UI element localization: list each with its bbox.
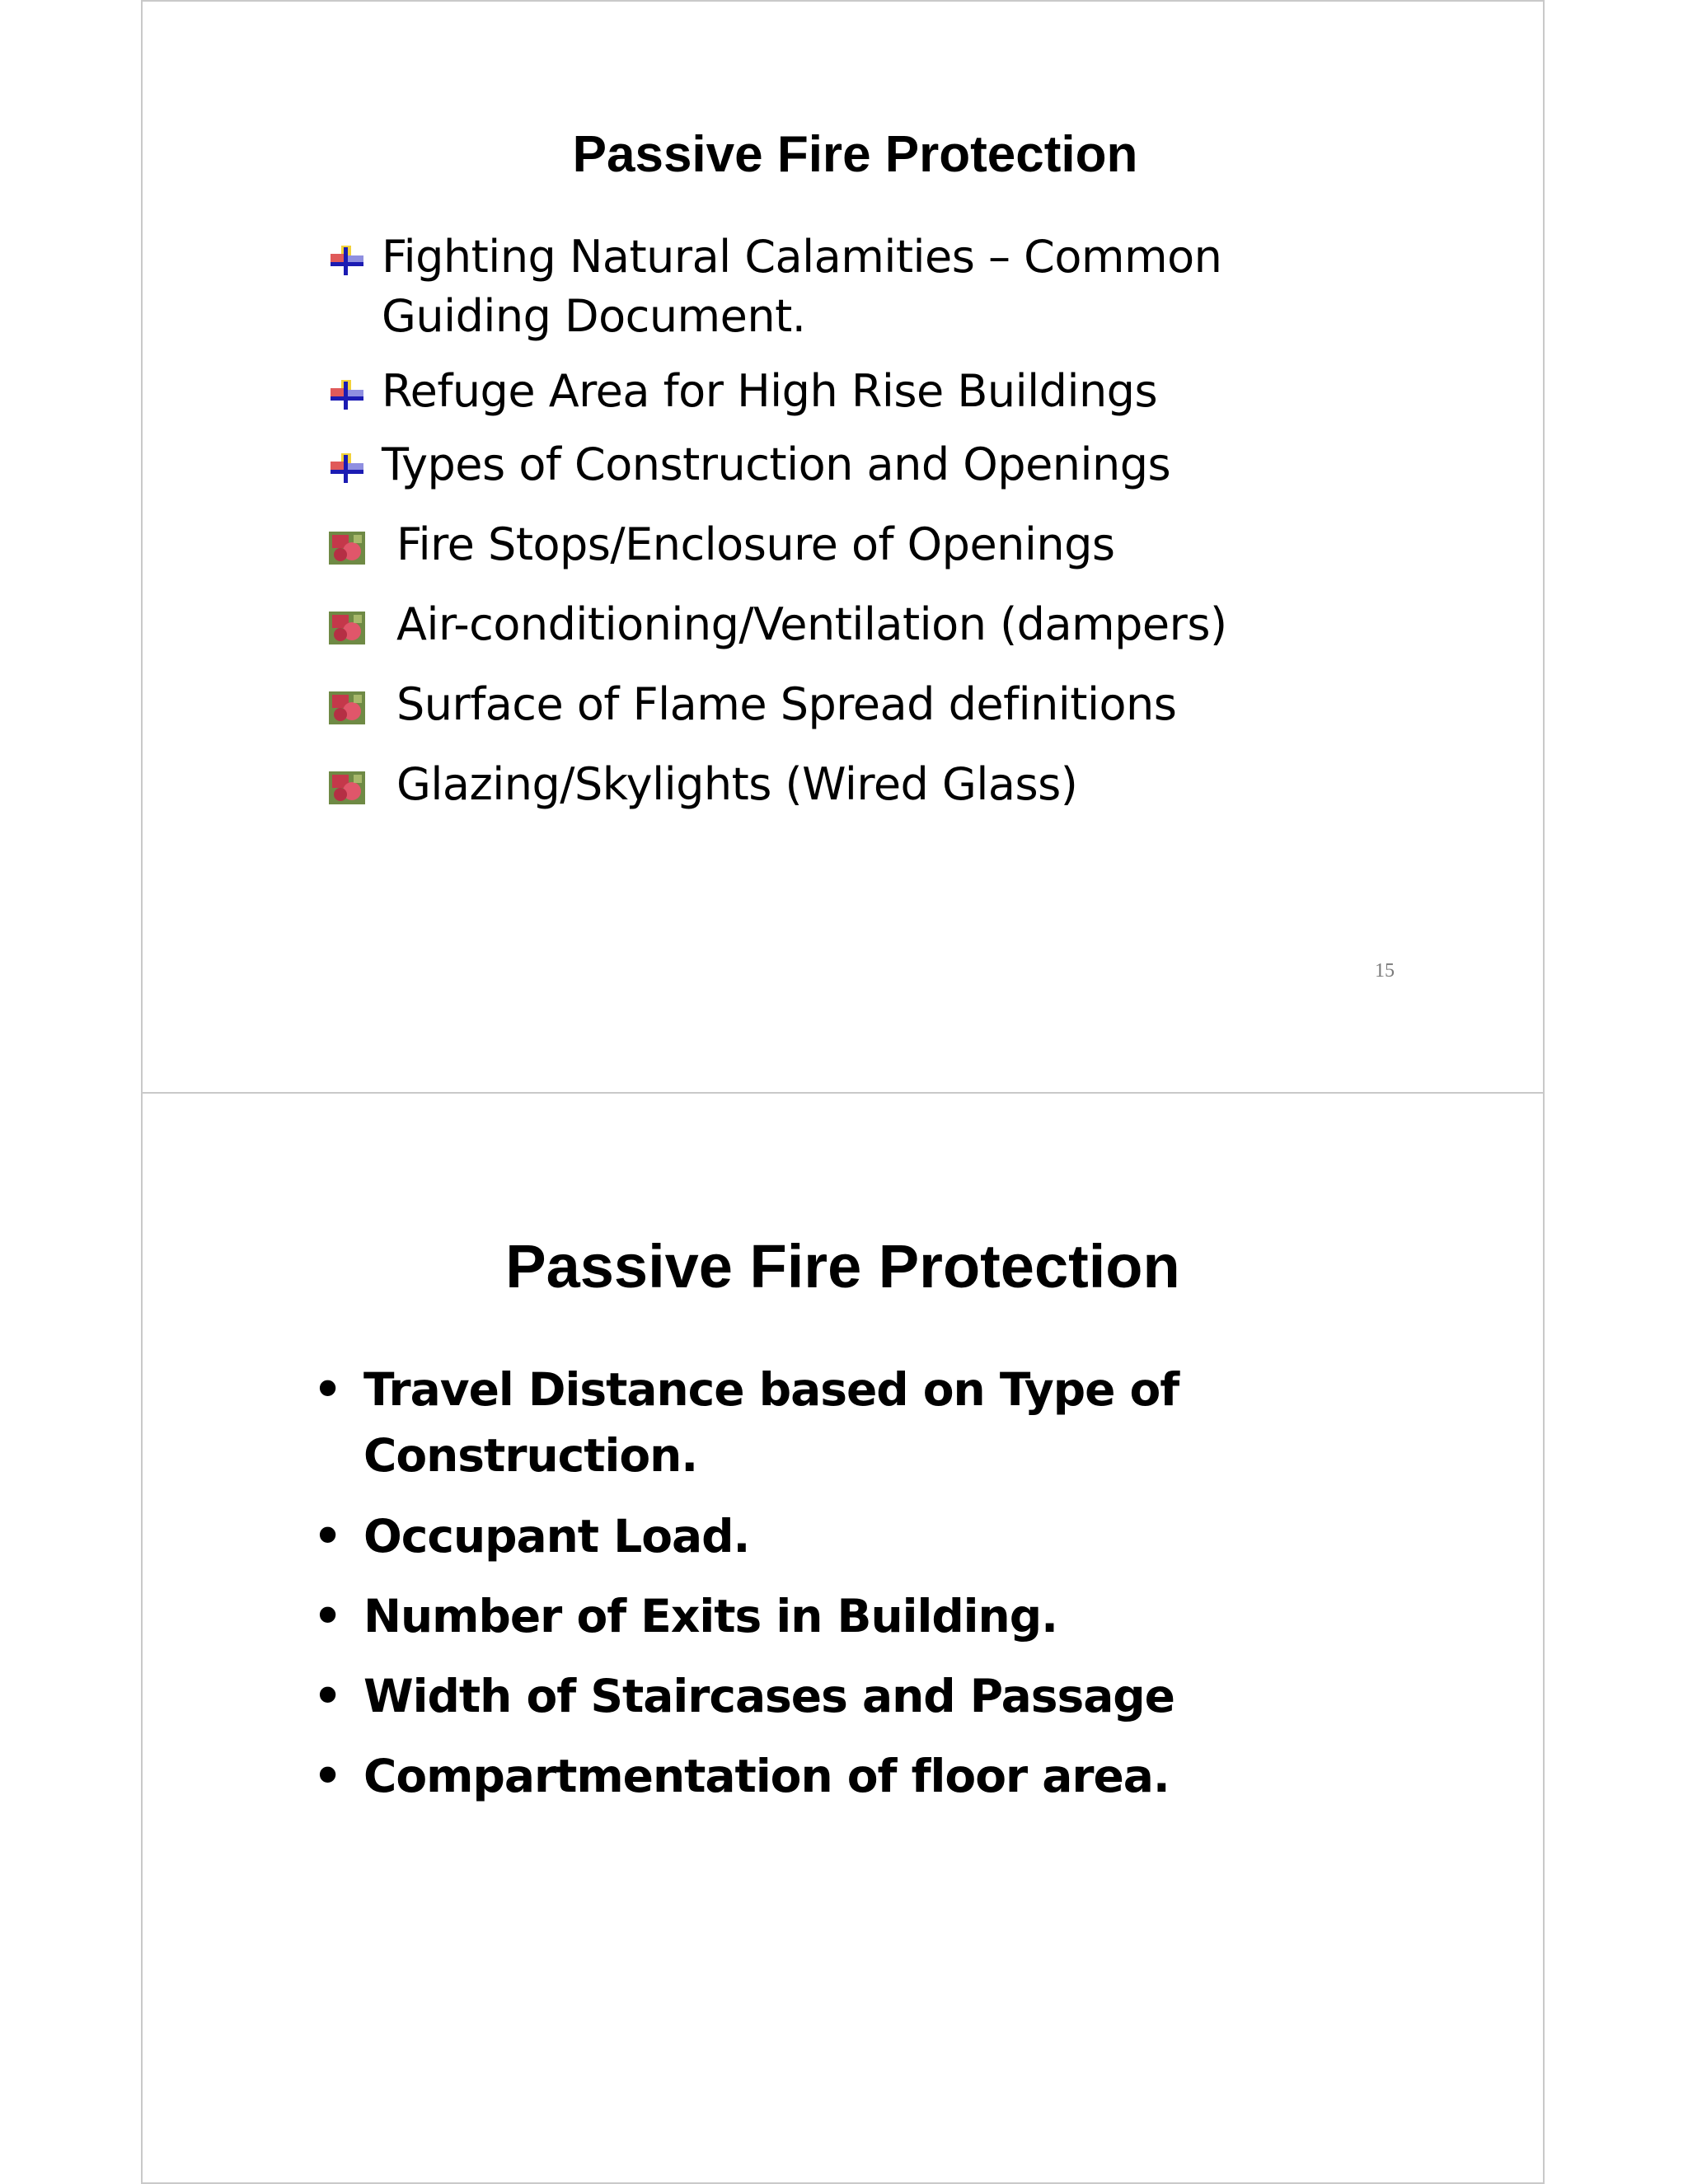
bullet-text: Number of Exits in Building. bbox=[363, 1590, 1057, 1643]
bullet-text: Compartmentation of floor area. bbox=[363, 1750, 1170, 1802]
bullet-text: Refuge Area for High Rise Buildings bbox=[382, 365, 1158, 417]
bullet-item bbox=[313, 1503, 1353, 1569]
bullet-dot: • bbox=[313, 1750, 342, 1802]
rose-bullet-icon bbox=[329, 771, 365, 804]
bullet-text: Air-conditioning/Ventilation (dampers) bbox=[396, 598, 1227, 650]
bullet-dot: • bbox=[313, 1670, 342, 1722]
rose-bullet-icon bbox=[329, 532, 365, 565]
bullet-text: Width of Staircases and Passage bbox=[363, 1670, 1175, 1722]
bullet-item bbox=[382, 435, 1170, 494]
bullet-item bbox=[313, 1357, 1353, 1488]
bullet-item bbox=[382, 227, 1221, 346]
rose-bullet-icon bbox=[329, 612, 365, 644]
plus-bullet-icon bbox=[329, 378, 365, 411]
bullet-list bbox=[143, 2, 1543, 1092]
bullet-text: Travel Distance based on Type of bbox=[363, 1363, 1179, 1416]
bullet-item bbox=[382, 515, 1115, 574]
bullet-item bbox=[313, 1583, 1353, 1649]
bullet-item bbox=[382, 755, 1077, 814]
slide-16 bbox=[141, 1092, 1545, 2184]
slide-15 bbox=[141, 0, 1545, 1094]
bullet-text: Occupant Load. bbox=[363, 1510, 750, 1563]
bullet-item bbox=[313, 1743, 1353, 1809]
bullet-text: Types of Construction and Openings bbox=[382, 438, 1171, 490]
bullet-text: Fire Stops/Enclosure of Openings bbox=[396, 518, 1115, 570]
bullet-item bbox=[382, 362, 1157, 421]
bullet-dot: • bbox=[313, 1510, 342, 1563]
bullet-text-continuation: Construction. bbox=[363, 1429, 698, 1482]
plus-bullet-icon bbox=[329, 452, 365, 485]
bullet-text: Fighting Natural Calamities – Common bbox=[382, 231, 1222, 283]
page-number: 15 bbox=[1375, 960, 1395, 982]
slide-title: Passive Fire Protection bbox=[505, 1232, 1180, 1301]
plus-bullet-icon bbox=[329, 244, 365, 277]
rose-bullet-icon bbox=[329, 691, 365, 724]
bullet-text: Surface of Flame Spread definitions bbox=[396, 678, 1177, 730]
bullet-text: Glazing/Skylights (Wired Glass) bbox=[396, 758, 1078, 810]
bullet-item bbox=[313, 1663, 1353, 1729]
bullet-text-continuation: Guiding Document. bbox=[382, 290, 806, 342]
bullet-dot: • bbox=[313, 1590, 342, 1643]
slide-title: Passive Fire Protection bbox=[572, 126, 1138, 183]
bullet-item bbox=[382, 675, 1176, 734]
bullet-item bbox=[382, 595, 1227, 654]
bullet-dot: • bbox=[313, 1363, 342, 1416]
